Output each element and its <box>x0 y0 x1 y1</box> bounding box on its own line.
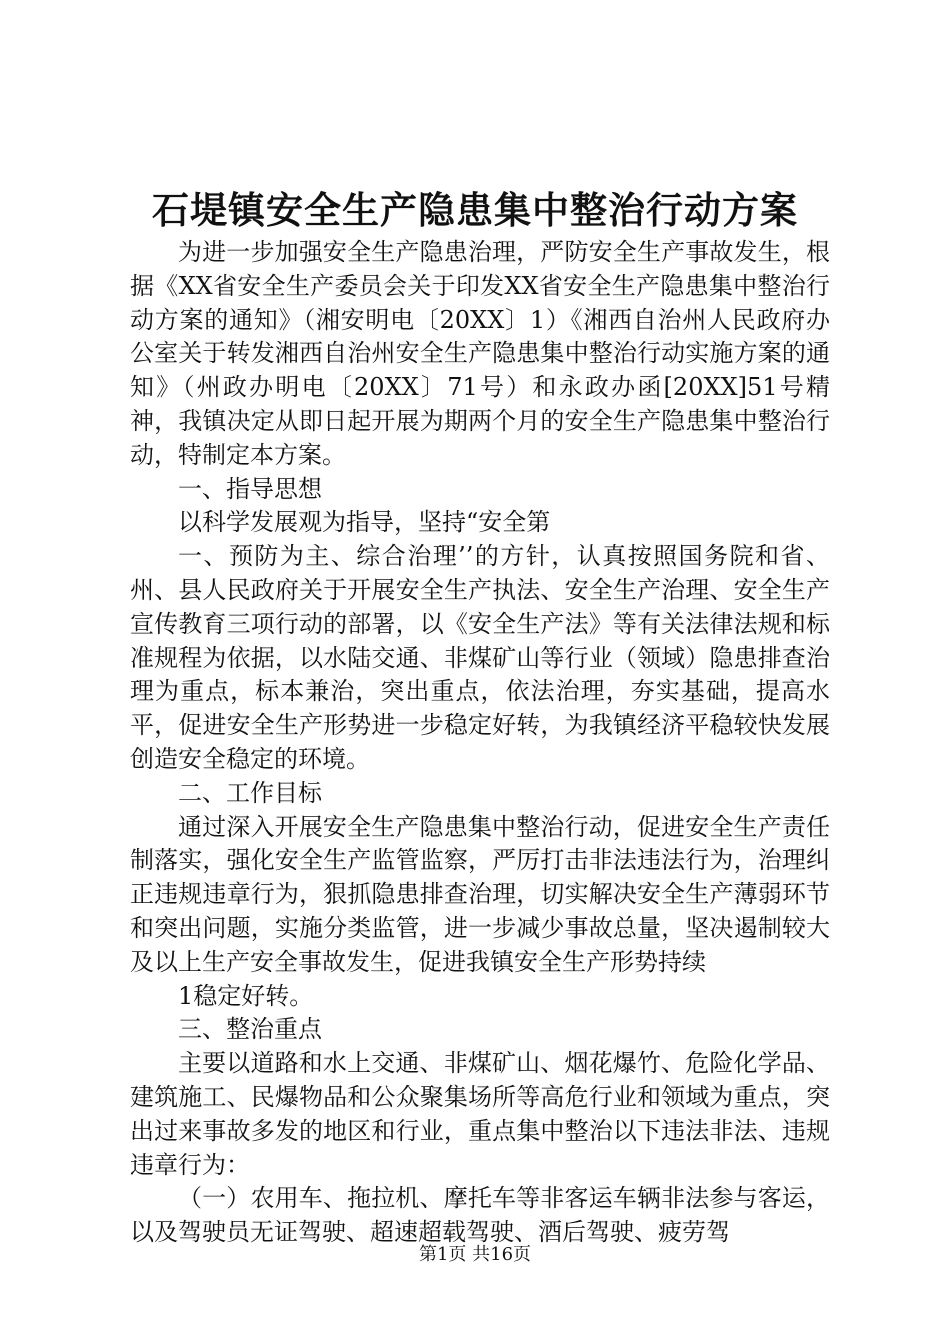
section-heading-work-goals: 二、工作目标 <box>178 778 322 807</box>
paragraph: 通过深入开展安全生产隐患集中整治行动，促进安全生产责任制落实，强化安全生产监管监察，严厉打击非法违法行为，治理纠正违规违章行为，狠抓隐患排查治理，切实解决安全生产薄弱环节和突出问题，实施分类监管，进一步减少事故总量，坚决遏制较大及以上生产安全事故发生，促进我镇安全生产形势持续 <box>130 812 830 976</box>
paragraph: 以科学发展观为指导，坚持“安全第 <box>178 508 551 537</box>
paragraph: 1稳定好转。 <box>178 981 314 1010</box>
document-body <box>130 236 830 1250</box>
section-heading-key-remediation: 三、整治重点 <box>178 1015 322 1044</box>
paragraph: （一）农用车、拖拉机、摩托车等非客运车辆非法参与客运，以及驾驶员无证驾驶、超速超载驾驶、酒后驾驶、疲劳驾 <box>130 1184 830 1247</box>
paragraph: 主要以道路和水上交通、非煤矿山、烟花爆竹、危险化学品、建筑施工、民爆物品和公众聚集场所等高危行业和领域为重点，突出过来事故多发的地区和行业，重点集中整治以下违法非法、违规违章行为： <box>130 1049 830 1179</box>
intro-paragraph: 为进一步加强安全生产隐患治理，严防安全生产事故发生，根据《XX省安全生产委员会关于印发XX省安全生产隐患集中整治行动方案的通知》（湘安明电〔20XX〕1）《湘西自治州人民政府办公室关于转发湘西自治州安全生产隐患集中整治行动实施方案的通知》（州政办明电〔20XX〕71号）和永政办函[20XX]51号精神，我镇决定从即日起开展为期两个月的安全生产隐患集中整治行动，特制定本方案。 <box>130 238 830 469</box>
page-footer: 第1页 共16页 <box>418 1244 532 1265</box>
section-heading-guiding-ideology: 一、指导思想 <box>178 474 322 503</box>
paragraph: 一、预防为主、综合治理’’的方针，认真按照国务院和省、州、县人民政府关于开展安全生产执法、安全生产治理、安全生产宣传教育三项行动的部署，以《安全生产法》等有关法律法规和标准规程为依据，以水陆交通、非煤矿山等行业（领域）隐患排查治理为重点，标本兼治，突出重点，依法治理，夯实基础，提高水平，促进安全生产形势进一步稳定好转，为我镇经济平稳较快发展创造安全稳定的环境。 <box>130 542 830 773</box>
document-title: 石堤镇安全生产隐患集中整治行动方案 <box>152 188 798 232</box>
